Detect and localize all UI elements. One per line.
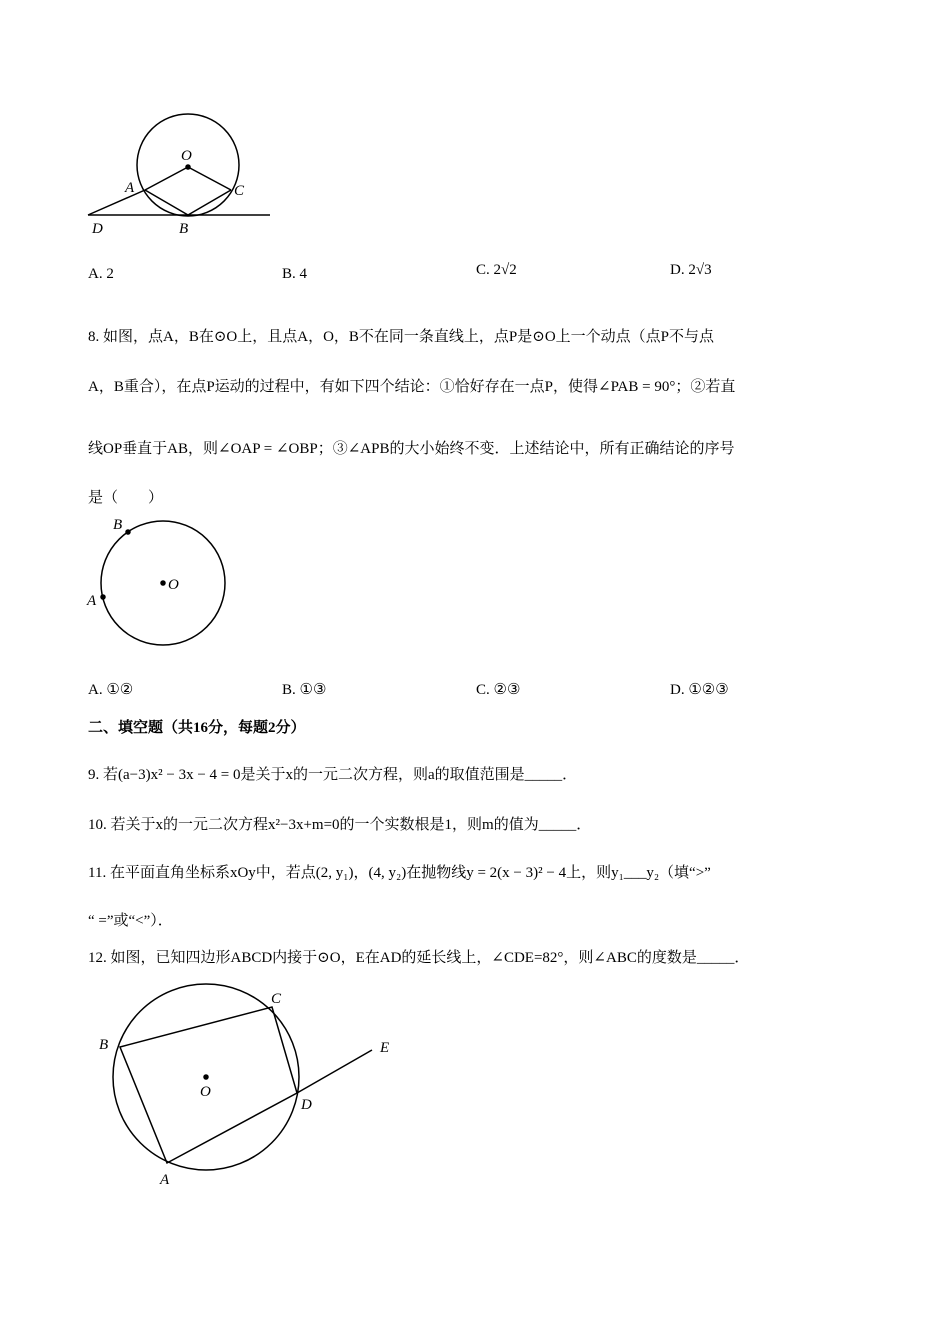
label-C: C	[234, 183, 245, 199]
label-O: O	[181, 148, 192, 164]
label-B: B	[113, 517, 123, 533]
q7-option-a[interactable]: A. 2	[88, 266, 114, 282]
label-E: E	[380, 1040, 390, 1056]
label-O: O	[168, 577, 179, 593]
label-A: A	[87, 593, 97, 609]
label-B: B	[179, 221, 189, 237]
label-B: B	[99, 1037, 109, 1053]
q8-line-3: 线OP垂直于AB，则∠OAP = ∠OBP；③∠APB的大小始终不变．上述结论中，所有正确结论的序号	[88, 441, 735, 457]
label-C: C	[271, 991, 282, 1007]
q8-line-1: 8. 如图，点A，B在⊙O上，且点A，O，B不在同一条直线上，点P是⊙O上一个动点（点P不与点	[88, 329, 714, 345]
label-D: D	[92, 221, 103, 237]
label-A: A	[160, 1172, 170, 1188]
q7-option-d[interactable]: D. 2√3	[670, 262, 712, 278]
q7-option-b[interactable]: B. 4	[282, 266, 308, 282]
section-heading: 二、填空题（共16分，每题2分）	[88, 720, 306, 736]
q12: 12. 如图，已知四边形ABCD内接于⊙O，E在AD的延长线上，∠CDE=82°，则∠ABC的度数是_____．	[88, 950, 750, 966]
q10: 10. 若关于x的一元二次方程x²−3x+m=0的一个实数根是1，则m的值为_____．	[88, 817, 592, 833]
q8-option-d[interactable]: D. ①②③	[670, 682, 729, 698]
q11-line-1: 11. 在平面直角坐标系xOy中，若点(2, y₁)，(4, y₂)在抛物线y = 2(x − 3)² − 4上，则y₁___y₂（填“>”	[88, 865, 711, 881]
q11-line-2: “ =”或“<”）．	[88, 913, 173, 929]
label-D: D	[301, 1097, 312, 1113]
q8-option-b[interactable]: B. ①③	[282, 682, 327, 698]
figure-q12	[113, 984, 372, 1170]
q8-line-2: A，B重合），在点P运动的过程中，有如下四个结论：①恰好存在一点P，使得∠PAB = 90°；②若直	[88, 379, 736, 395]
q8-option-c[interactable]: C. ②③	[476, 682, 521, 698]
label-O: O	[200, 1084, 211, 1100]
q8-option-a[interactable]: A. ①②	[88, 682, 134, 698]
q9: 9. 若(a−3)x² − 3x − 4 = 0是关于x的一元二次方程，则a的取值范围是_____．	[88, 767, 578, 783]
label-A: A	[125, 180, 135, 196]
figure-q7	[88, 114, 270, 216]
q8-line-4: 是（ ）	[88, 490, 164, 506]
q7-option-c[interactable]: C. 2√2	[476, 262, 517, 278]
figure-q8	[101, 521, 225, 645]
